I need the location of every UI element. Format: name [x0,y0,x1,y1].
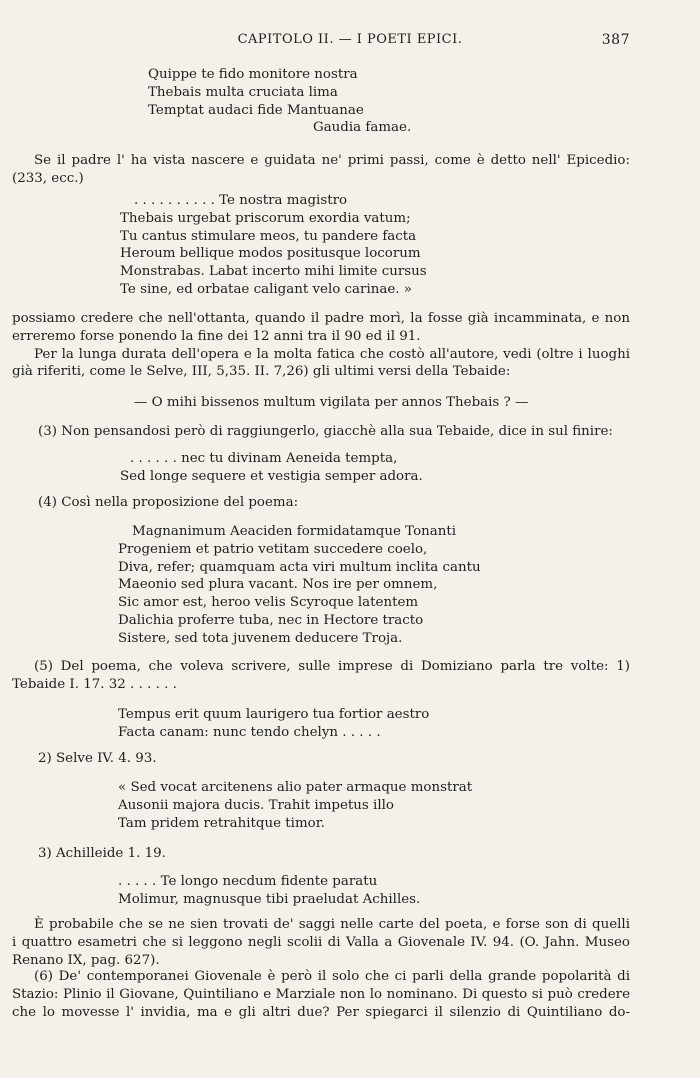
verse-line: . . . . . Te longo necdum fidente paratu [118,874,378,889]
text-line: (6) De' contemporanei Giovenale è però il solo che ci parli della grande popolarità di [34,969,630,984]
reference-selve: 2) Selve IV. 4. 93. [38,751,157,766]
text-line: Se il padre l' ha vista nascere e guidata ne' primi passi, come è detto nell' Epicedio: [34,153,630,168]
verse-line: Tu cantus stimulare meos, tu pandere facta [120,228,417,244]
text-line: (5) Del poema, che voleva scrivere, sulle imprese di Domiziano parla tre volte: 1) [34,659,630,674]
footnote-4: (4) Così nella proposizione del poema: [38,495,299,510]
verse-nostra [120,192,427,299]
verse-line: Gaudia famae. [313,120,412,136]
verse-line: Facta canam: nunc tendo chelyn . . . . . [118,724,381,740]
verse-line: Sic amor est, heroo velis Scyroque latentem [118,595,419,611]
text-line: È probabile che se ne sien trovati de' saggi nelle carte del poeta, e forse son di quelli [34,917,630,932]
verse-line: Thebais multa cruciata lima [148,84,338,100]
verse-longo [118,873,420,909]
text-line: Stazio: Plinio il Giovane, Quintiliano e Marziale non lo nominano. Di questo si può credere [12,986,630,1002]
footnote-5 [12,658,630,694]
verse-line: Sed longe sequere et vestigia semper adora. [120,468,423,484]
text-line: possiamo credere che nell'ottanta, quando il padre morì, la fosse già incamminata, e non [12,311,630,326]
verse-line: Progeniem et patrio vetitam succedere coelo, [118,541,428,557]
verse-line: Monstrabas. Labat incerto mihi limite cursus [120,264,427,280]
verse-line: Ausonii majora ducis. Trahit impetus illo [118,797,394,813]
verse-line: Quippe te fido monitore nostra [148,67,358,82]
verse-line: Tempus erit quum laurigero tua fortior aestro [118,707,430,722]
verse-line: Sistere, sed tota juvenem deducere Troja. [118,630,403,646]
verse-line: . . . . . . nec tu divinam Aeneida tempta, [130,451,398,466]
verse-line: Molimur, magnusque tibi praeludat Achilles. [118,891,421,907]
text-line: che lo movesse l' invidia, ma e gli altri due? Per spiegarci il silenzio di Quintiliano do- [12,1004,630,1020]
text-line: i quattro esametri che si leggono negli scolii di Valla a Giovenale IV. 94. (O. Jahn. Museo [12,934,630,950]
text-line: Renano IX, pag. 627). [12,952,160,968]
paragraph-probabile [12,916,630,969]
verse-bissenos: — O mihi bissenos multum vigilata per annos Thebais ? — [134,395,529,410]
verse-aeneida [120,450,423,486]
verse-line: « Sed vocat arcitenens alio pater armaque monstrat [118,780,473,795]
verse-magnanimum [118,523,481,648]
verse-line: Te sine, ed orbatae caligant velo carinae. » [120,281,412,297]
verse-line: Diva, refer; quamquam acta viri multum inclita cantu [118,559,481,575]
verse-line: . . . . . . . . . . Te nostra magistro [134,193,348,208]
verse-line: Magnanimum Aeaciden formidatamque Tonanti [132,524,457,539]
text-line: Per la lunga durata dell'opera e la molta fatica che costò all'autore, vedi (oltre i luoghi [34,346,630,362]
reference-achilleide: 3) Achilleide 1. 19. [38,846,166,861]
footnote-6 [12,968,630,1021]
text-line: erreremo forse ponendo la fine dei 12 anni tra il 90 ed il 91. [12,328,421,344]
verse-line: Thebais urgebat priscorum exordia vatum; [120,210,411,226]
text-line: (233, ecc.) [12,170,84,186]
running-header [0,32,700,52]
verse-quippe [148,66,411,137]
verse-line: Maeonio sed plura vacant. Nos ire per omnem, [118,577,438,593]
text-line: Tebaide I. 17. 32 . . . . . . [12,676,177,692]
verse-line: Tam pridem retrahitque timor. [118,815,325,831]
chapter-title: CAPITOLO II. — I POETI EPICI. [237,32,463,47]
verse-line: Dalichia proferre tuba, nec in Hectore tracto [118,612,424,628]
page-number: 387 [601,32,630,48]
paragraph-padre [12,152,630,188]
verse-line: Temptat audaci fide Mantuanae [148,102,364,118]
footnote-3: (3) Non pensandosi però di raggiungerlo, giacchè alla sua Tebaide, dice in sul finire: [38,424,613,439]
text-line: già riferiti, come le Selve, III, 5,35. II. 7,26) gli ultimi versi della Tebaide: [12,364,511,380]
verse-arcitenens [118,779,472,832]
verse-tempus [118,706,429,742]
verse-line: Heroum bellique modos positusque locorum [120,246,421,262]
paragraph-ottanta [12,310,630,381]
